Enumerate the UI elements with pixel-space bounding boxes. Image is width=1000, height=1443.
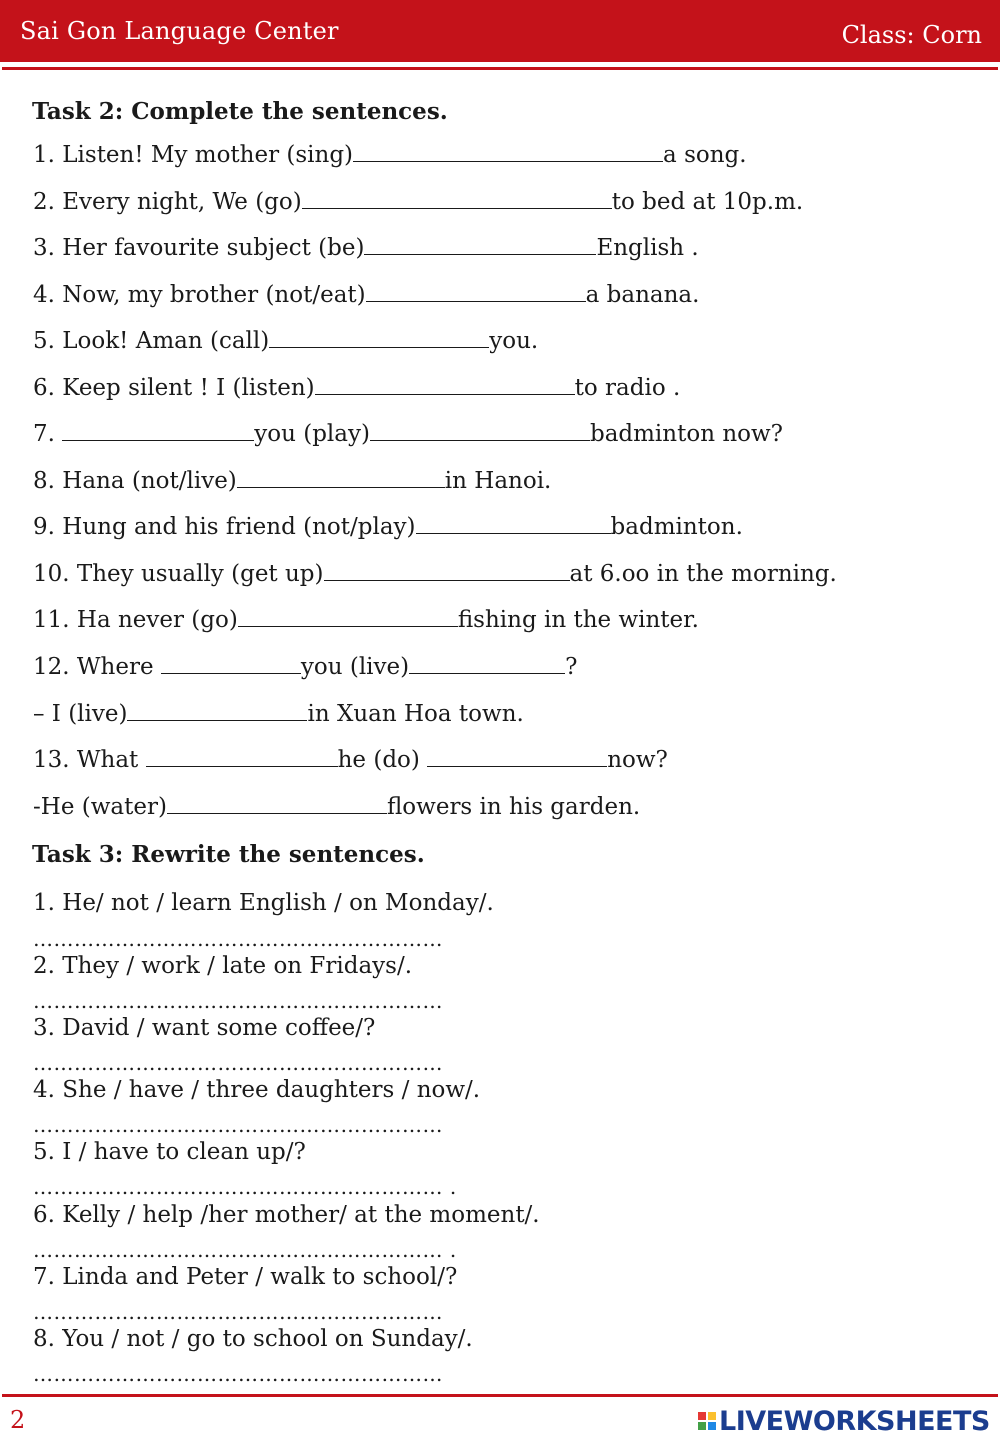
sentence-end: fishing in the winter. (457, 607, 699, 633)
sentence-end: you. (489, 328, 539, 354)
task2-item-2 (33, 186, 803, 217)
sentence-end: flowers in his garden. (386, 794, 641, 820)
sentence-start: -He (water) (33, 794, 167, 820)
sentence-start: 7. (33, 421, 63, 447)
sentence-end: to radio . (574, 375, 681, 401)
task2-item-11 (33, 604, 699, 635)
sentence-end: ? (565, 654, 578, 680)
task3-prompt-6: 6. Kelly / help /her mother/ at the moment/. (33, 1202, 540, 1228)
sentence-end: badminton. (610, 514, 743, 540)
answer-blank[interactable] (370, 418, 590, 441)
task3-title: Task 3: Rewrite the sentences. (32, 841, 425, 868)
sentence-start: 1. Listen! My mother (sing) (33, 142, 354, 168)
answer-blank[interactable] (167, 791, 387, 814)
answer-blank[interactable] (416, 511, 611, 534)
answer-blank[interactable] (324, 558, 570, 581)
sentence-end: now? (607, 747, 668, 773)
sentence-end: to bed at 10p.m. (611, 189, 804, 215)
sentence-start: 13. What (33, 747, 146, 773)
task2-item-9 (33, 511, 743, 542)
sentence-start: 5. Look! Aman (call) (33, 328, 270, 354)
task3-prompt-3: 3. David / want some coffee/? (33, 1015, 376, 1041)
liveworksheets-brand: LIVEWORKSHEETS (719, 1405, 990, 1437)
answer-blank[interactable] (315, 372, 575, 395)
logo-square-blue (708, 1422, 716, 1430)
footer-divider (2, 1394, 998, 1397)
logo-square-green (698, 1422, 706, 1430)
task2-title: Task 2: Complete the sentences. (32, 98, 448, 125)
answer-dots-7[interactable]: …………………………………………………… (33, 1300, 443, 1324)
sentence-middle: you (play) (254, 421, 370, 447)
answer-dots-5[interactable]: …………………………………………………… . (33, 1175, 457, 1199)
sentence-middle: you (live) (300, 654, 410, 680)
sentence-end: in Hanoi. (444, 468, 552, 494)
answer-blank[interactable] (427, 744, 607, 767)
answer-blank[interactable] (62, 418, 254, 441)
center-name: Sai Gon Language Center (20, 17, 339, 45)
sentence-start: 9. Hung and his friend (not/play) (33, 514, 416, 540)
sentence-end: in Xuan Hoa town. (307, 701, 524, 727)
sentence-start: 3. Her favourite subject (be) (33, 235, 365, 261)
task2-item-6 (33, 372, 680, 403)
answer-blank[interactable] (161, 651, 301, 674)
sentence-start: 8. Hana (not/live) (33, 468, 237, 494)
answer-blank[interactable] (409, 651, 565, 674)
sentence-start: 2. Every night, We (go) (33, 189, 302, 215)
sentence-start: 11. Ha never (go) (33, 607, 238, 633)
sentence-end: at 6.oo in the morning. (569, 561, 837, 587)
sentence-start: – I (live) (33, 701, 128, 727)
answer-blank[interactable] (238, 604, 458, 627)
logo-square-red (698, 1412, 706, 1420)
sentence-start: 10. They usually (get up) (33, 561, 324, 587)
task2-item-8 (33, 465, 551, 496)
answer-dots-6[interactable]: …………………………………………………… . (33, 1238, 457, 1262)
sentence-end: a song. (663, 142, 747, 168)
task3-prompt-1: 1. He/ not / learn English / on Monday/. (33, 890, 494, 916)
task2-item-1 (33, 139, 747, 170)
task2-item-10 (33, 558, 837, 589)
task2-item-12-answer (33, 698, 524, 729)
sentence-start: 6. Keep silent ! I (listen) (33, 375, 315, 401)
answer-blank[interactable] (237, 465, 445, 488)
answer-dots-3[interactable]: …………………………………………………… (33, 1051, 443, 1075)
sentence-end: a banana. (585, 282, 700, 308)
answer-dots-2[interactable]: …………………………………………………… (33, 989, 443, 1013)
answer-blank[interactable] (366, 279, 586, 302)
task3-prompt-5: 5. I / have to clean up/? (33, 1139, 306, 1165)
sentence-middle: he (do) (337, 747, 428, 773)
logo-square-yellow (708, 1412, 716, 1420)
answer-dots-8[interactable]: …………………………………………………… (33, 1362, 443, 1386)
liveworksheets-logo-icon (698, 1412, 716, 1430)
task3-prompt-8: 8. You / not / go to school on Sunday/. (33, 1326, 473, 1352)
task2-item-13 (33, 744, 668, 775)
task3-prompt-2: 2. They / work / late on Fridays/. (33, 953, 413, 979)
page-number: 2 (10, 1406, 26, 1434)
answer-blank[interactable] (269, 325, 489, 348)
answer-dots-1[interactable]: …………………………………………………… (33, 927, 443, 951)
task2-item-12 (33, 651, 577, 682)
sentence-start: 4. Now, my brother (not/eat) (33, 282, 366, 308)
task2-item-13-answer (33, 791, 640, 822)
liveworksheets-logo[interactable] (698, 1406, 990, 1436)
task3-prompt-7: 7. Linda and Peter / walk to school/? (33, 1264, 458, 1290)
answer-dots-4[interactable]: …………………………………………………… (33, 1113, 443, 1137)
answer-blank[interactable] (146, 744, 338, 767)
sentence-end: English . (596, 235, 699, 261)
answer-blank[interactable] (353, 139, 663, 162)
task2-item-5 (33, 325, 538, 356)
task2-item-3 (33, 232, 699, 263)
answer-blank[interactable] (364, 232, 596, 255)
page-header (0, 0, 1000, 62)
task3-prompt-4: 4. She / have / three daughters / now/. (33, 1077, 481, 1103)
sentence-start: 12. Where (33, 654, 161, 680)
header-divider-line (2, 67, 998, 70)
answer-blank[interactable] (127, 698, 307, 721)
answer-blank[interactable] (302, 186, 612, 209)
task2-item-7 (33, 418, 783, 449)
class-label: Class: Corn (841, 21, 982, 49)
task2-item-4 (33, 279, 699, 310)
sentence-end: badminton now? (589, 421, 783, 447)
